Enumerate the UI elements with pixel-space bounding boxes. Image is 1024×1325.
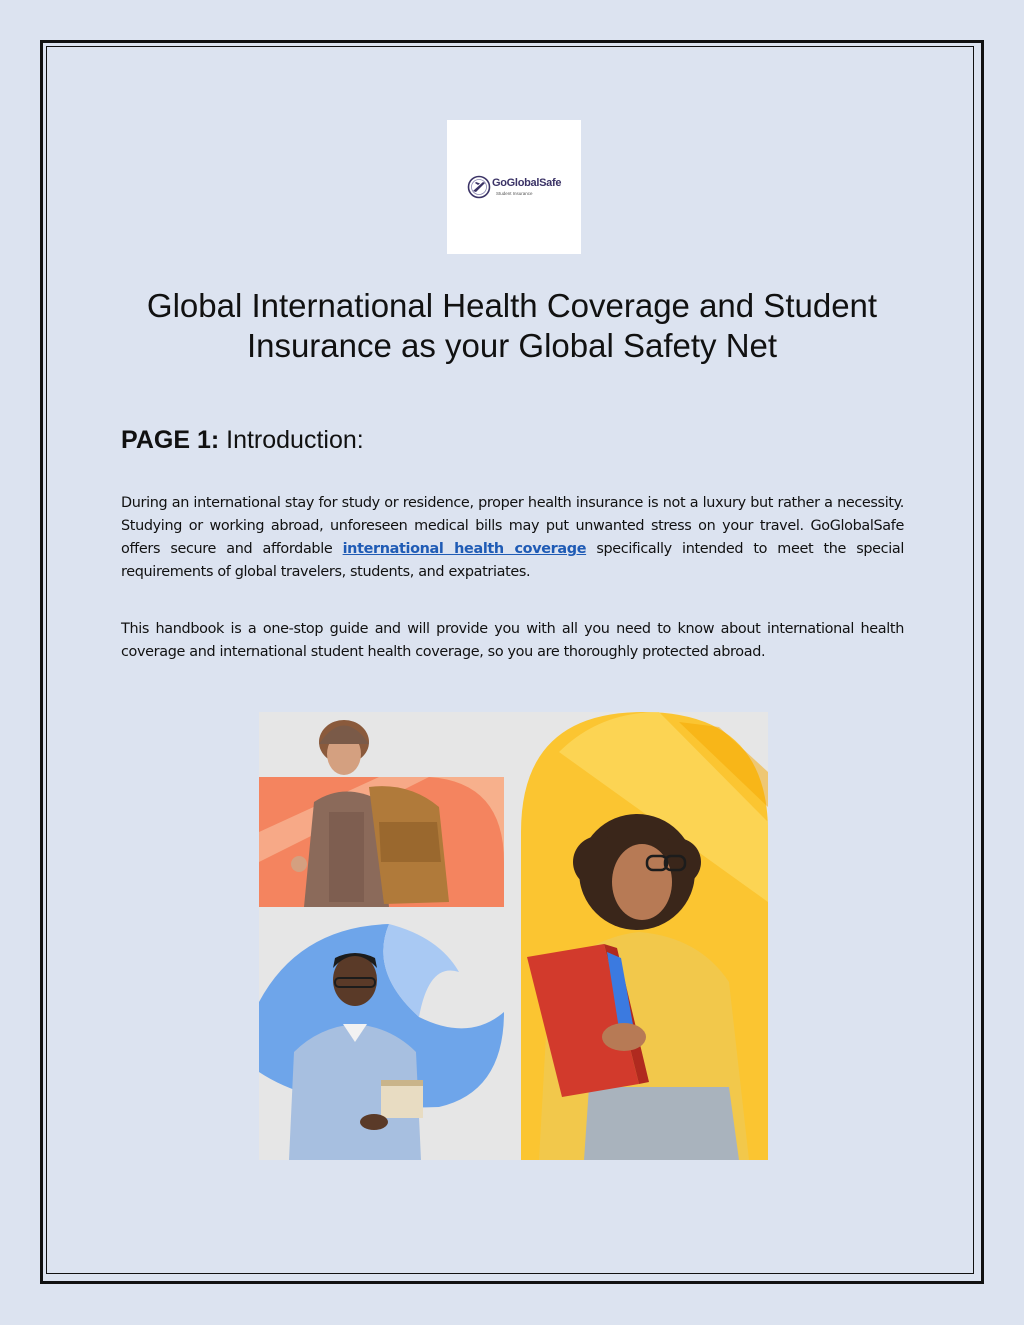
document-title: Global International Health Coverage and Student Insurance as your Global Safety Net	[146, 287, 878, 364]
brand-logo	[447, 120, 581, 254]
intro-text-before-link: During an international stay for study or residence, proper health insurance is not a luxury but rather a necessity. Studying or working abroad, unforeseen medical bills may put unwanted stress on your travel. GoGlobalSafe offers secure and affordable	[121, 495, 904, 557]
students-photo-collage	[259, 712, 768, 1160]
student-with-folders-image	[521, 712, 768, 1160]
page-label: PAGE 1:	[121, 426, 220, 454]
section-title: Introduction:	[219, 426, 364, 454]
student-with-books-image	[259, 920, 504, 1160]
logo-tagline: Student Insurance	[496, 191, 533, 196]
globe-plane-icon	[467, 175, 491, 199]
handbook-paragraph: This handbook is a one-stop guide and will provide you with all you need to know about international health coverage and international student health coverage, so you are thoroughly protected abroad.	[121, 621, 904, 660]
intro-text-after-link: specifically intended to meet the special requirements of global travelers, students, and expatriates.	[121, 541, 905, 580]
intro-paragraph	[121, 492, 904, 584]
logo-brand-name: GoGlobalSafe	[492, 177, 562, 189]
international-health-coverage-link[interactable]: international health coverage	[342, 541, 587, 557]
section-heading	[121, 426, 364, 455]
